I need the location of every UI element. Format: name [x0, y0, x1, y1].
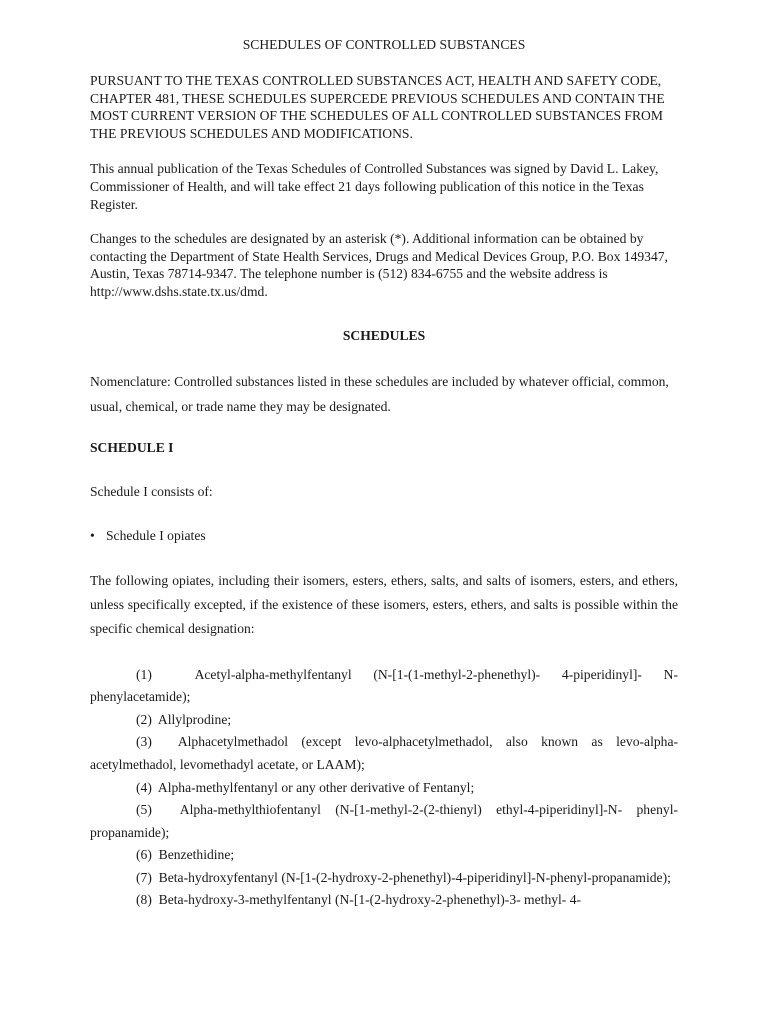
list-item-number: (1): [136, 666, 152, 682]
list-item-text: Alphacetylmethadol (except levo-alphacetylmethadol, also known as levo-alpha-acetylmethadol, levomethadyl acetate, or LAAM);: [90, 734, 678, 772]
list-item-text: Acetyl-alpha-methylfentanyl (N-[1-(1-methyl-2-phenethyl)- 4-piperidinyl]- N-phenylacetamide);: [90, 666, 678, 705]
list-item-text: Allylprodine;: [157, 711, 232, 727]
opiates-intro-paragraph: The following opiates, including their isomers, esters, ethers, salts, and salts of isomers, esters, and ethers, unless specifically excepted, if the existence of these isomers, esters, ethers, and salts is possible within the specific chemical designation:: [90, 572, 678, 636]
list-item-number: (4): [136, 779, 152, 795]
intro-statement: PURSUANT TO THE TEXAS CONTROLLED SUBSTANCES ACT, HEALTH AND SAFETY CODE, CHAPTER 481, THESE SCHEDULES SUPERCEDE PREVIOUS SCHEDULES AND CONTAIN THE MOST CURRENT VERSION OF THE SCHEDULES OF ALL CONTROLLED SUBSTANCES FROM THE PREVIOUS SCHEDULES AND MODIFICATIONS.: [90, 73, 665, 141]
bullet-item: [90, 527, 678, 545]
list-item: [90, 731, 678, 776]
schedule-1-consists: Schedule I consists of:: [90, 483, 213, 499]
list-item: [90, 709, 678, 732]
list-item-text: Alpha-methylthiofentanyl (N-[1-methyl-2-(2-thienyl) ethyl-4-piperidinyl]-N- phenyl-propanamide);: [90, 802, 678, 840]
publication-paragraph: This annual publication of the Texas Schedules of Controlled Substances was signed by David L. Lakey, Commissioner of Health, and will take effect 21 days following publication of this notice in the Texas Register.: [90, 161, 659, 212]
list-item: [90, 844, 678, 867]
nomenclature-paragraph: Nomenclature: Controlled substances listed in these schedules are included by whatever official, common, usual, chemical, or trade name they may be designated.: [90, 373, 669, 414]
list-item-text: Beta-hydroxyfentanyl (N-[1-(2-hydroxy-2-phenethyl)-4-piperidinyl]-N-phenyl-propanamide);: [158, 869, 671, 885]
document-title: SCHEDULES OF CONTROLLED SUBSTANCES: [242, 37, 526, 52]
list-item-number: (8): [136, 892, 152, 908]
list-item-text: Alpha-methylfentanyl or any other derivative of Fentanyl;: [157, 779, 475, 795]
list-item: [90, 664, 678, 709]
bullet-label: Schedule I opiates: [106, 527, 206, 543]
bullet-icon: •: [90, 527, 95, 543]
list-item-text: Beta-hydroxy-3-methylfentanyl (N-[1-(2-hydroxy-2-phenethyl)-3- methyl- 4-: [158, 892, 582, 908]
list-item-number: (2): [136, 711, 152, 727]
list-item-number: (5): [136, 802, 152, 818]
list-item: [90, 889, 678, 912]
list-item: [90, 799, 678, 844]
list-item: [90, 777, 678, 800]
list-item-number: (7): [136, 869, 152, 885]
opiates-list: [90, 664, 678, 913]
schedule-1-heading: SCHEDULE I: [90, 439, 174, 455]
schedules-heading: SCHEDULES: [342, 327, 426, 343]
list-item-text: Benzethidine;: [158, 847, 235, 863]
changes-paragraph: Changes to the schedules are designated by an asterisk (*). Additional information can be obtained by contacting the Department of State Health Services, Drugs and Medical Devices Group, P.O. Box 149347, Austin, Texas 78714-9347. The telephone number is (512) 834-6755 and the website address is http://www.dshs.state.tx.us/dmd.: [90, 231, 668, 299]
list-item-number: (6): [136, 847, 152, 863]
list-item: [90, 867, 678, 890]
list-item-number: (3): [136, 734, 152, 750]
